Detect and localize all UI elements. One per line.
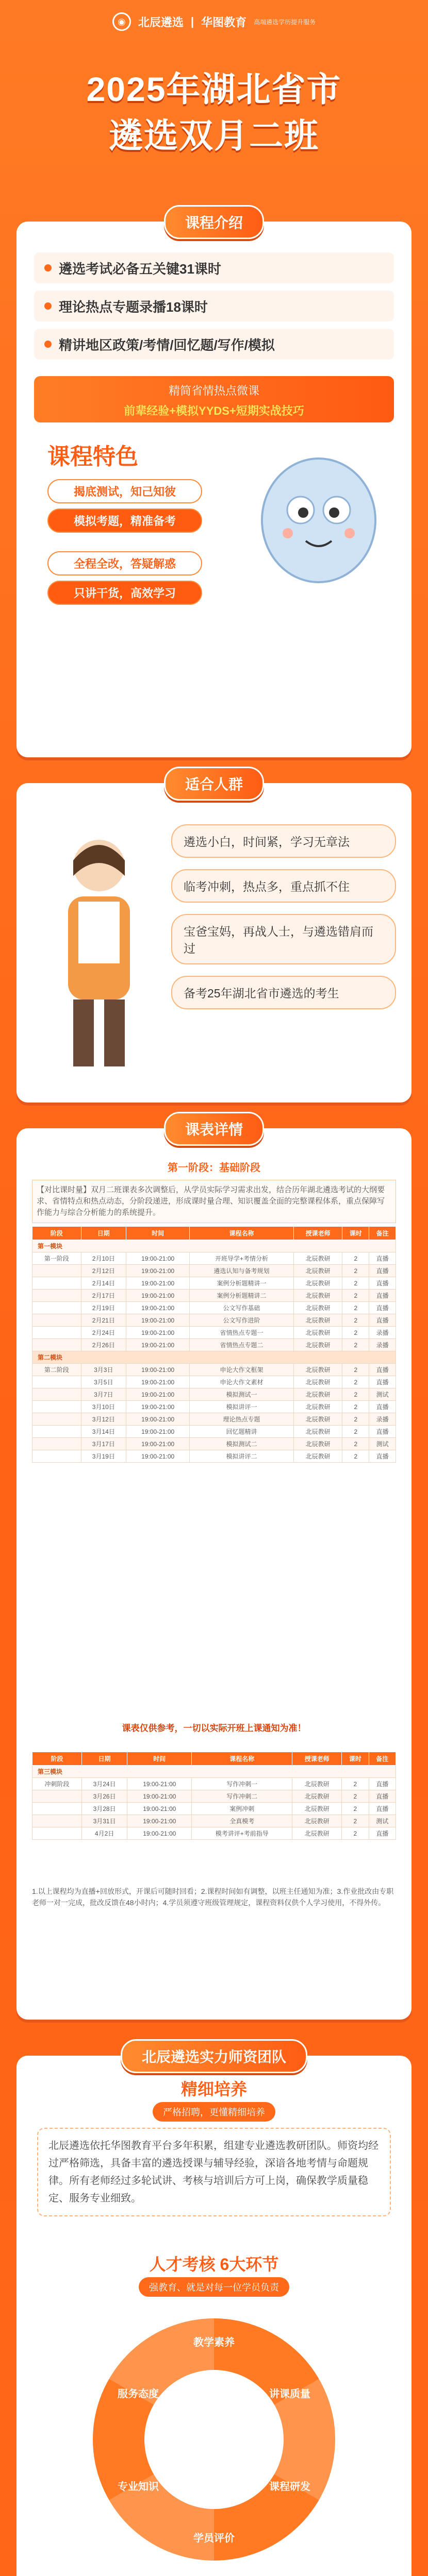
table-row — [32, 1339, 396, 1351]
table-cell: 北辰教研 — [293, 1339, 342, 1351]
table-cell — [32, 1339, 81, 1351]
table-cell: 直播 — [369, 1302, 396, 1314]
table-row — [32, 1252, 396, 1265]
table-section-row: 第三模块 — [32, 1766, 396, 1778]
table-cell: 2 — [342, 1252, 369, 1265]
table-cell: 2 — [342, 1778, 369, 1790]
table-cell: 2 — [342, 1426, 369, 1438]
table-cell: 公文写作进阶 — [190, 1314, 294, 1327]
feature-badge: 只讲干货，高效学习 — [47, 581, 202, 605]
table-cell: 2 — [342, 1827, 369, 1840]
table-cell: 2 — [342, 1450, 369, 1463]
table-cell: 19:00-21:00 — [126, 1450, 190, 1463]
table-cell: 模拟讲评一 — [190, 1401, 294, 1413]
table-cell: 19:00-21:00 — [126, 1364, 190, 1376]
intro-highlight — [34, 376, 394, 422]
table-cell: 模考讲评+考前指导 — [192, 1827, 292, 1840]
table-cell: 2月14日 — [81, 1277, 126, 1290]
hero-header — [0, 0, 428, 222]
table-cell: 19:00-21:00 — [127, 1815, 192, 1827]
table-cell: 2 — [342, 1302, 369, 1314]
table-cell: 19:00-21:00 — [127, 1803, 192, 1815]
table-header-cell: 备注 — [369, 1752, 396, 1766]
brand-logo-icon: ◉ — [112, 12, 131, 31]
features-title: 课程特色 — [47, 444, 138, 469]
brand-subtitle: 高端遴选学历提升服务 — [254, 18, 316, 26]
table-cell: 申论大作文素材 — [190, 1376, 294, 1388]
table-cell: 直播 — [369, 1401, 396, 1413]
six-item: 学员评价 — [193, 2533, 235, 2544]
table-cell — [32, 1290, 81, 1302]
table-cell: 2月10日 — [81, 1252, 126, 1265]
brand-row — [0, 12, 428, 31]
teacher-illustration-icon — [37, 829, 161, 1077]
table-cell: 2 — [342, 1339, 369, 1351]
table-row — [32, 1364, 396, 1376]
table-row — [32, 1290, 396, 1302]
table-cell: 开班导学+考情分析 — [190, 1252, 294, 1265]
table-cell: 3月31日 — [81, 1815, 127, 1827]
table-cell: 直播 — [369, 1265, 396, 1277]
table-header-cell: 授课老师 — [293, 1227, 342, 1240]
table-header-cell: 备注 — [369, 1227, 396, 1240]
table-cell — [32, 1376, 81, 1388]
table-cell: 北辰教研 — [293, 1364, 342, 1376]
teachers-head: 精细培养 — [180, 2080, 247, 2098]
table-cell: 录播 — [369, 1327, 396, 1339]
table-cell: 2月26日 — [81, 1339, 126, 1351]
table-cell — [32, 1327, 81, 1339]
table-cell: 北辰教研 — [293, 1290, 342, 1302]
table-cell: 19:00-21:00 — [126, 1401, 190, 1413]
brand-name: 北辰遴选 — [138, 15, 184, 29]
table-cell: 测试 — [369, 1438, 396, 1450]
table-cell: 冲刺阶段 — [32, 1778, 82, 1790]
table-cell: 直播 — [369, 1290, 396, 1302]
table-cell: 3月19日 — [81, 1450, 126, 1463]
table-cell — [32, 1314, 81, 1327]
table-cell: 第一阶段 — [32, 1252, 81, 1265]
table-cell — [32, 1790, 82, 1803]
crowd-item: 遴选小白，时间紧，学习无章法 — [171, 824, 396, 858]
table-cell: 4月2日 — [81, 1827, 127, 1840]
table-cell: 北辰教研 — [292, 1827, 342, 1840]
table-cell: 2月21日 — [81, 1314, 126, 1327]
table-cell — [32, 1265, 81, 1277]
table-cell: 2 — [342, 1376, 369, 1388]
table-cell: 全真模考 — [192, 1815, 292, 1827]
table-row — [32, 1815, 396, 1827]
table-row — [32, 1803, 396, 1815]
six-item: 讲课质量 — [269, 2388, 310, 2400]
table-cell: 直播 — [369, 1827, 396, 1840]
table-cell: 申论大作文框架 — [190, 1364, 294, 1376]
table-row — [32, 1438, 396, 1450]
table-cell: 3月7日 — [81, 1388, 126, 1401]
table-cell: 19:00-21:00 — [126, 1327, 190, 1339]
table-header-cell: 日期 — [81, 1752, 127, 1766]
table-row — [32, 1314, 396, 1327]
table-cell: 模拟测试二 — [190, 1438, 294, 1450]
table-section-row: 第二模块 — [32, 1351, 396, 1364]
table-cell: 北辰教研 — [293, 1376, 342, 1388]
table-header-cell: 课时 — [342, 1227, 369, 1240]
table-cell: 3月24日 — [81, 1778, 127, 1790]
six-item: 专业知识 — [118, 2481, 159, 2493]
highlight-line2: 前辈经验+模拟YYDS+短期实战技巧 — [124, 404, 304, 417]
table-row — [32, 1790, 396, 1803]
table-cell: 北辰教研 — [293, 1450, 342, 1463]
table-cell: 北辰教研 — [292, 1803, 342, 1815]
schedule-footer: 1.以上课程均为直播+回放形式，开课后可随时回看；2.课程时间如有调整，以班主任通知为准；3.作业批改由专职老师一对一完成，批改反馈在48小时内；4.学员须遵守班级管理规定，课程资料仅供个人学习使用，不得外传。 — [32, 1887, 394, 1907]
table-row — [32, 1426, 396, 1438]
table-header-cell: 课程名称 — [190, 1227, 294, 1240]
table-cell: 写作冲刺二 — [192, 1790, 292, 1803]
table-cell — [32, 1413, 81, 1426]
table-cell: 2 — [342, 1364, 369, 1376]
table-cell — [32, 1302, 81, 1314]
table-cell: 19:00-21:00 — [126, 1290, 190, 1302]
six-title: 人才考核 6大环节 — [149, 2255, 279, 2274]
crowd-list — [171, 824, 396, 1021]
table-cell: 直播 — [369, 1314, 396, 1327]
table-cell: 19:00-21:00 — [126, 1438, 190, 1450]
table-cell: 北辰教研 — [293, 1277, 342, 1290]
table-cell: 19:00-21:00 — [126, 1252, 190, 1265]
table-cell: 19:00-21:00 — [126, 1314, 190, 1327]
table-cell: 录播 — [369, 1339, 396, 1351]
table-cell: 直播 — [369, 1277, 396, 1290]
crowd-card — [17, 776, 411, 1103]
table-cell: 直播 — [369, 1376, 396, 1388]
table-row — [32, 1827, 396, 1840]
schedule-phase: 第一阶段：基础阶段 — [168, 1162, 260, 1174]
table-row — [32, 1388, 396, 1401]
table-cell: 2 — [342, 1265, 369, 1277]
table-header-cell: 课程名称 — [192, 1752, 292, 1766]
table-cell: 2 — [342, 1803, 369, 1815]
table-cell: 北辰教研 — [293, 1327, 342, 1339]
table-row — [32, 1302, 396, 1314]
table-cell: 19:00-21:00 — [127, 1790, 192, 1803]
table-cell — [32, 1426, 81, 1438]
crowd-item: 备考25年湖北省市遴选的考生 — [171, 976, 396, 1009]
table-cell: 3月14日 — [81, 1426, 126, 1438]
table-header-cell: 阶段 — [32, 1227, 81, 1240]
table-cell: 2月19日 — [81, 1302, 126, 1314]
crowd-pill: 适合人群 — [164, 767, 264, 801]
table-cell: 19:00-21:00 — [127, 1778, 192, 1790]
table-row — [32, 1277, 396, 1290]
table-cell: 公文写作基础 — [190, 1302, 294, 1314]
table-cell: 省情热点专题二 — [190, 1339, 294, 1351]
schedule-note: 【对比课时量】双月二班课表多次调整后，从学员实际学习需求出发，结合历年湖北遴选考试的大纲要求、省情特点和热点动态，分阶段递进，形成课时量合理、知识覆盖全面的完整课程体系，重点保障写作能力与综合分析能力的系统提升。 — [32, 1180, 396, 1223]
table-cell: 直播 — [369, 1252, 396, 1265]
table-cell: 3月17日 — [81, 1438, 126, 1450]
bullet-icon — [44, 302, 52, 310]
feature-badge: 模拟考题，精准备考 — [47, 509, 202, 533]
schedule-table-2 — [32, 1752, 396, 1840]
table-cell: 3月28日 — [81, 1803, 127, 1815]
table-row — [32, 1413, 396, 1426]
table-cell: 3月5日 — [81, 1376, 126, 1388]
table-header-cell: 时间 — [126, 1227, 190, 1240]
feature-badge: 全程全改，答疑解惑 — [47, 551, 202, 575]
table-cell: 19:00-21:00 — [126, 1339, 190, 1351]
teachers-pill: 北辰遴选实力师资团队 — [121, 2039, 307, 2073]
table-cell: 案例冲刺 — [192, 1803, 292, 1815]
table-cell — [32, 1450, 81, 1463]
table-header-cell: 日期 — [81, 1227, 126, 1240]
table-header-cell: 课时 — [342, 1752, 369, 1766]
table-cell: 2 — [342, 1388, 369, 1401]
table-row — [32, 1778, 396, 1790]
table-cell: 19:00-21:00 — [127, 1827, 192, 1840]
crowd-item: 临考冲刺，热点多，重点抓不住 — [171, 869, 396, 903]
page-title-line1: 2025年湖北省市 — [86, 70, 342, 108]
intro-item: 遴选考试必备五关键31课时 — [34, 252, 394, 283]
mascot-icon — [246, 438, 391, 592]
six-item: 教学素养 — [193, 2337, 235, 2348]
table-cell: 19:00-21:00 — [126, 1388, 190, 1401]
schedule-table-1 — [32, 1226, 396, 1463]
table-cell: 北辰教研 — [293, 1265, 342, 1277]
table-cell: 3月12日 — [81, 1413, 126, 1426]
table-cell: 北辰教研 — [292, 1790, 342, 1803]
table-header-cell: 时间 — [127, 1752, 192, 1766]
table-cell — [32, 1401, 81, 1413]
table-cell: 2月12日 — [81, 1265, 126, 1277]
table-cell: 2 — [342, 1314, 369, 1327]
table-cell: 2 — [342, 1401, 369, 1413]
table-cell: 2 — [342, 1277, 369, 1290]
table-cell: 理论热点专题 — [190, 1413, 294, 1426]
teachers-text: 北辰遴选依托华图教育平台多年积累，组建专业遴选教研团队。师资均经过严格筛选，具备丰富的遴选授课与辅导经验，深谙各地考情与命题规律。所有老师经过多轮试讲、考核与培训后方可上岗，确保教学质量稳定、服务专业细致。 — [37, 2128, 391, 2216]
table-cell: 19:00-21:00 — [126, 1413, 190, 1426]
table-cell: 直播 — [369, 1790, 396, 1803]
table-section-row: 第一模块 — [32, 1240, 396, 1252]
table-cell: 案例分析题精讲二 — [190, 1290, 294, 1302]
intro-item: 理论热点专题录播18课时 — [34, 291, 394, 321]
table-cell: 2 — [342, 1290, 369, 1302]
table-cell: 2 — [342, 1327, 369, 1339]
table-row — [32, 1327, 396, 1339]
table-cell: 19:00-21:00 — [126, 1376, 190, 1388]
table-row — [32, 1265, 396, 1277]
table-cell — [32, 1277, 81, 1290]
six-ring — [17, 2298, 411, 2576]
table-header-cell: 授课老师 — [292, 1752, 342, 1766]
table-cell: 北辰教研 — [293, 1438, 342, 1450]
table-cell: 直播 — [369, 1803, 396, 1815]
table-cell: 省情热点专题一 — [190, 1327, 294, 1339]
table-row — [32, 1450, 396, 1463]
table-cell: 录播 — [369, 1413, 396, 1426]
table-cell: 直播 — [369, 1778, 396, 1790]
table-cell: 19:00-21:00 — [126, 1277, 190, 1290]
table-cell: 19:00-21:00 — [126, 1426, 190, 1438]
six-item: 服务态度 — [118, 2388, 159, 2400]
brand-partner: 华图教育 — [201, 15, 247, 29]
table-cell — [32, 1388, 81, 1401]
table-cell: 2 — [342, 1413, 369, 1426]
table-cell: 北辰教研 — [293, 1426, 342, 1438]
table-cell: 北辰教研 — [293, 1388, 342, 1401]
table-cell: 19:00-21:00 — [126, 1265, 190, 1277]
table-cell: 北辰教研 — [293, 1401, 342, 1413]
table-cell: 模拟测试一 — [190, 1388, 294, 1401]
table-cell: 北辰教研 — [293, 1302, 342, 1314]
features-group-1 — [47, 479, 202, 538]
table-cell: 2 — [342, 1438, 369, 1450]
table-cell: 北辰教研 — [293, 1252, 342, 1265]
brand-divider: | — [190, 15, 194, 28]
table-cell: 第二阶段 — [32, 1364, 81, 1376]
table-row — [32, 1376, 396, 1388]
table-cell — [32, 1827, 82, 1840]
table-cell: 19:00-21:00 — [126, 1302, 190, 1314]
schedule-pill: 课表详情 — [164, 1112, 264, 1146]
page-title-line2: 遴选双月二班 — [109, 116, 319, 155]
table-cell: 遴选认知与备考规划 — [190, 1265, 294, 1277]
table-cell — [32, 1815, 82, 1827]
table-cell: 北辰教研 — [293, 1413, 342, 1426]
table-cell: 2月24日 — [81, 1327, 126, 1339]
feature-badge: 揭底测试，知己知彼 — [47, 479, 202, 503]
table-cell: 案例分析题精讲一 — [190, 1277, 294, 1290]
table-cell: 测试 — [369, 1388, 396, 1401]
teachers-tag: 严格招聘，更懂精细培养 — [153, 2102, 275, 2122]
table-row — [32, 1401, 396, 1413]
intro-pill: 课程介绍 — [164, 205, 264, 239]
bullet-icon — [44, 264, 52, 272]
teachers-card — [17, 2049, 411, 2576]
crowd-item: 宝爸宝妈，再战人士，与遴选错肩而过 — [171, 914, 396, 964]
table-cell: 直播 — [369, 1426, 396, 1438]
intro-item: 精讲地区政策/考情/回忆题/写作/模拟 — [34, 329, 394, 360]
table-cell: 北辰教研 — [293, 1314, 342, 1327]
six-tag: 强教育、就是对每一位学员负责 — [139, 2277, 289, 2297]
table-cell — [32, 1438, 81, 1450]
table-cell: 3月26日 — [81, 1790, 127, 1803]
table-cell: 北辰教研 — [292, 1778, 342, 1790]
table-cell: 3月10日 — [81, 1401, 126, 1413]
highlight-line1: 精简省情热点微课 — [168, 384, 259, 397]
table-cell: 北辰教研 — [292, 1815, 342, 1827]
features-group-2 — [47, 551, 202, 610]
table-cell: 模拟讲评二 — [190, 1450, 294, 1463]
table-cell: 2月17日 — [81, 1290, 126, 1302]
six-item: 课程研发 — [269, 2481, 310, 2493]
table-cell — [32, 1803, 82, 1815]
intro-list — [34, 252, 394, 367]
bullet-icon — [44, 341, 52, 348]
intro-card — [17, 215, 411, 757]
table-header-cell: 阶段 — [32, 1752, 82, 1766]
table-cell: 2 — [342, 1815, 369, 1827]
table-cell: 写作冲刺一 — [192, 1778, 292, 1790]
table-cell: 测试 — [369, 1815, 396, 1827]
table-cell: 回忆题精讲 — [190, 1426, 294, 1438]
table-cell: 直播 — [369, 1364, 396, 1376]
table-cell: 直播 — [369, 1450, 396, 1463]
table-cell: 3月3日 — [81, 1364, 126, 1376]
table-cell: 2 — [342, 1790, 369, 1803]
schedule-card — [17, 1122, 411, 2020]
schedule-mid-banner: 课表仅供参考，一切以实际开班上课通知为准！ — [122, 1723, 306, 1733]
